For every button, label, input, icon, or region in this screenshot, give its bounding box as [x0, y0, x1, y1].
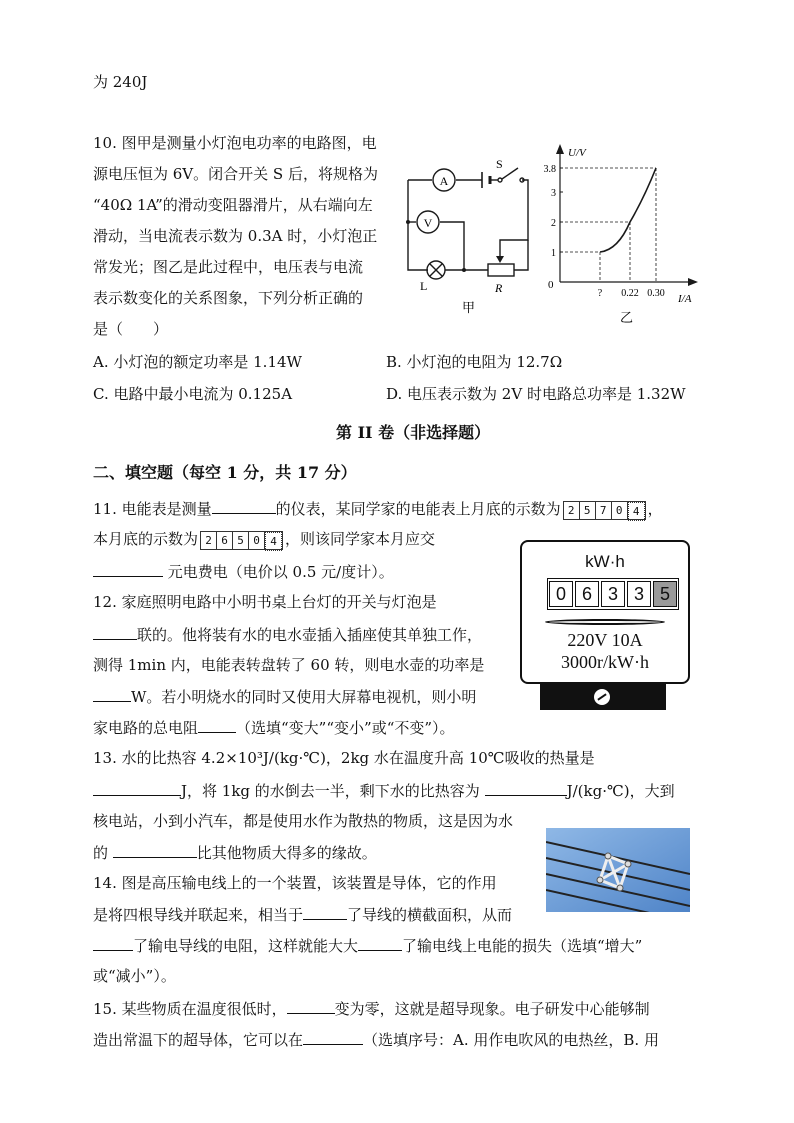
- lamp-label: L: [420, 279, 428, 293]
- spacer-illustration: [546, 828, 690, 912]
- option-c: C. 电路中最小电流为 0.125A: [93, 385, 293, 403]
- q13-text: J/(kg·℃)，大到: [566, 782, 675, 800]
- answer-blank[interactable]: [212, 498, 276, 514]
- meter-reading-this-month: 2 6 5 0 4: [200, 531, 283, 550]
- electricity-meter: [520, 540, 688, 710]
- q10-line: 是（ ）: [93, 320, 169, 338]
- q10-line: 10. 图甲是测量小灯泡电功率的电路图，电: [93, 134, 377, 152]
- part-heading: 二、填空题（每空 1 分，共 17 分）: [93, 463, 357, 482]
- q12-text: 联的。他将装有水的电水壶插入插座使其单独工作，: [137, 626, 483, 644]
- q11-text: 11. 电能表是测量: [93, 500, 212, 518]
- meter-digit: 3: [627, 581, 651, 607]
- q11-line3: [93, 561, 394, 582]
- q10-line: “40Ω 1A”的滑动变阻器滑片，从右端向左: [93, 196, 373, 214]
- answer-blank[interactable]: [358, 935, 402, 951]
- x-tick-label: 0.30: [647, 288, 665, 299]
- q11-line2: [93, 529, 435, 550]
- q14-line: 14. 图是高压输电线上的一个装置，该装置是导体，它的作用: [93, 874, 497, 892]
- q11-text: 本月底的示数为: [93, 530, 199, 548]
- q14-text: 是将四根导线并联起来，相当于: [93, 906, 304, 924]
- x-tick-label: 0.22: [621, 288, 639, 299]
- q10-line: 源电压恒为 6V。闭合开关 S 后，将规格为: [93, 165, 378, 183]
- q13-line: [93, 842, 377, 863]
- q15-line: [93, 998, 650, 1019]
- answer-blank[interactable]: [485, 780, 567, 796]
- wire: [500, 180, 528, 258]
- meter-digit: 6: [575, 581, 599, 607]
- q14-text: 了导线的横截面积，从而: [347, 906, 513, 924]
- q13-text: 比其他物质大得多的缘故。: [196, 844, 377, 862]
- option-b: B. 小灯泡的电阻为 12.7Ω: [386, 353, 563, 371]
- q12-text: W。若小明烧水的同时又使用大屏幕电视机，则小明: [131, 688, 477, 706]
- q15-text: （选填序号：A. 用作电吹风的电热丝，B. 用: [363, 1031, 659, 1049]
- y-tick-label: 3: [551, 188, 556, 199]
- answer-blank[interactable]: [93, 561, 163, 577]
- answer-blank[interactable]: [93, 780, 181, 796]
- answer-blank[interactable]: [198, 717, 236, 733]
- answer-blank[interactable]: [303, 1029, 363, 1045]
- y-tick-label: 1: [551, 248, 556, 259]
- meter-digit: 5: [653, 581, 677, 607]
- voltmeter-label: V: [423, 216, 433, 230]
- meter-base: [540, 684, 666, 710]
- q13-line: [93, 780, 675, 801]
- q12-text: 家电路的总电阻: [93, 719, 199, 737]
- meter-digit: 3: [601, 581, 625, 607]
- switch-label: S: [496, 157, 503, 171]
- q10-line: 滑动，当电流表示数为 0.3A 时，小灯泡正: [93, 227, 378, 245]
- q10-line: 表示数变化的关系图象，下列分析正确的: [93, 289, 364, 307]
- q13-line: 核电站，小到小汽车，都是使用水作为散热的物质，这是因为水: [93, 812, 514, 830]
- q14-line: [93, 935, 642, 956]
- graph-caption: 乙: [620, 311, 634, 326]
- q12-line: [93, 624, 482, 645]
- u-i-graph: [540, 142, 710, 327]
- meter-digit: 0: [549, 581, 573, 607]
- x-tick-label: ?: [597, 288, 603, 299]
- q12-line: 12. 家庭照明电路中小明书桌上台灯的开关与灯泡是: [93, 593, 437, 611]
- q14-text: 了输电线上电能的损失（选填“增大”: [402, 937, 643, 955]
- power-line-spacer-photo: [546, 828, 690, 912]
- section-title: 第 II 卷（非选择题）: [336, 423, 491, 442]
- circuit-diagram: [400, 150, 540, 320]
- q14-line: [93, 904, 512, 925]
- option-a: A. 小灯泡的额定功率是 1.14W: [93, 353, 302, 371]
- q13-line: 13. 水的比热容 4.2×10³J/(kg·℃)，2kg 水在温度升高 10℃吸收的热量是: [93, 749, 595, 767]
- y-tick-label: 3.8: [543, 164, 556, 175]
- meter-disc-icon: [542, 614, 668, 630]
- q13-text: J，将 1kg 的水倒去一半，剩下水的比热容为: [181, 782, 480, 800]
- q15-text: 15. 某些物质在温度很低时，: [93, 1000, 287, 1018]
- option-d: D. 电压表示数为 2V 时电路总功率是 1.32W: [386, 385, 686, 403]
- q11-line1: [93, 498, 663, 520]
- q11-text: 的仪表，某同学家的电能表上月底的示数为: [275, 500, 561, 518]
- meter-counter: [547, 578, 679, 610]
- answer-blank[interactable]: [287, 998, 335, 1014]
- switch-icon: [502, 168, 518, 179]
- meter-rating: 220V 10A: [567, 630, 643, 650]
- u-i-curve: [600, 168, 656, 252]
- y-tick-label: 2: [551, 218, 556, 229]
- answer-blank[interactable]: [93, 624, 137, 640]
- q15-text: 变为零，这就是超导现象。电子研发中心能够制: [334, 1000, 650, 1018]
- circuit-caption: 甲: [462, 301, 476, 316]
- rheostat-label: R: [495, 281, 503, 295]
- q11-text: ，: [647, 500, 663, 518]
- q14-text: 了输电导线的电阻，这样就能大大: [133, 937, 359, 955]
- answer-blank[interactable]: [113, 842, 197, 858]
- top-fragment: 为 240J: [93, 73, 148, 91]
- y-axis-label: U/V: [568, 147, 586, 159]
- q12-line: 测得 1min 内，电能表转盘转了 60 转，则电水壶的功率是: [93, 656, 485, 674]
- q15-text: 造出常温下的超导体，它可以在: [93, 1031, 304, 1049]
- meter-face: [520, 540, 690, 684]
- q10-line: 常发光；图乙是此过程中，电压表与电流: [93, 258, 364, 276]
- ammeter-label: A: [439, 174, 449, 188]
- meter-unit: kW·h: [585, 552, 625, 571]
- answer-blank[interactable]: [303, 904, 347, 920]
- q14-line: 或“减小”）。: [93, 967, 176, 985]
- rheostat-icon: [488, 264, 514, 276]
- q12-line: [93, 686, 476, 707]
- q11-text: 元电费电（电价以 0.5 元/度计）。: [167, 563, 394, 581]
- q12-line: [93, 717, 455, 738]
- q13-text: 的: [93, 844, 109, 862]
- x-axis-label: I/A: [678, 293, 692, 305]
- q11-text: ，则该同学家本月应交: [285, 530, 436, 548]
- meter-constant: 3000r/kW·h: [561, 652, 649, 672]
- meter-reading-last-month: 2 5 7 0 4: [563, 501, 646, 520]
- q12-text: （选填“变大”“变小”或“不变”）。: [236, 719, 455, 737]
- answer-blank[interactable]: [93, 935, 133, 951]
- origin-label: 0: [548, 279, 554, 291]
- screw-icon: [594, 689, 610, 705]
- q15-line: [93, 1029, 659, 1050]
- answer-blank[interactable]: [93, 686, 131, 702]
